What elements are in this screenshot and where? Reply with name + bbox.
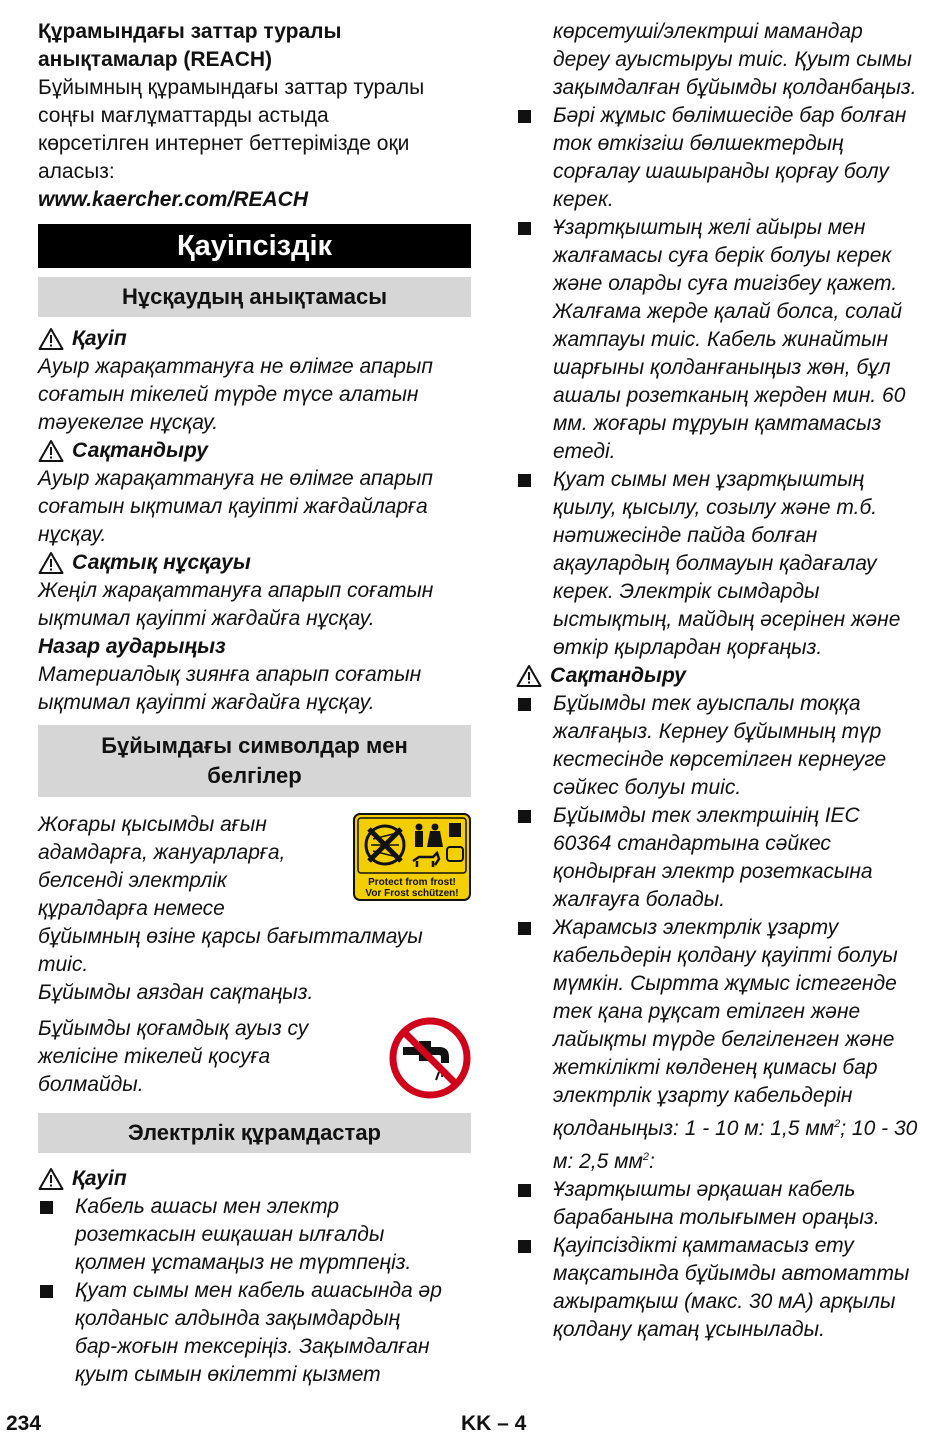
- danger-block: [38, 325, 471, 437]
- text-line: Кабель ашасы мен электр: [75, 1195, 340, 1218]
- symbol-jet-frost: [38, 811, 471, 923]
- notice-text: [38, 661, 471, 717]
- symbol-jet-text-continued: [38, 923, 471, 1007]
- bullet-text: [75, 1277, 442, 1389]
- notice-block: [38, 633, 471, 717]
- warning-block: [38, 437, 471, 549]
- text-line: Бұйымды аяздан сақтаңыз.: [38, 981, 314, 1004]
- text-line: Жеңіл жарақаттануға апарып соғатын: [38, 579, 434, 602]
- bullet-item: [516, 802, 946, 914]
- caution-label: Сақтық нұсқауы: [72, 551, 251, 574]
- bullet-text: [553, 1232, 909, 1344]
- section-marker: KK – 4: [461, 1412, 527, 1435]
- warning-triangle-icon: [38, 327, 64, 351]
- cable-spec-end: :: [649, 1150, 655, 1173]
- text-line: Қуат сымы мен кабель ашасында әр: [75, 1279, 442, 1302]
- right-column: [516, 18, 946, 1344]
- text-line: жалғамасы суға берік болуы керек: [553, 244, 892, 267]
- cable-spec-line-1: [553, 1110, 917, 1143]
- bullet-text: [553, 1176, 880, 1232]
- text-line: Ауыр жарақаттануға не өлімге апарып: [38, 355, 433, 378]
- warning-triangle-icon: [516, 664, 542, 688]
- hazard-levels-heading: Нұсқаудың анықтамасы: [38, 277, 471, 317]
- text-line: лайықты түрде белгіленген және: [553, 1028, 895, 1051]
- bullet-square-icon: [518, 922, 531, 935]
- sym1-label-2: Vor Frost schützen!: [365, 888, 459, 899]
- text-line: ықтимал қауіпті жағдайға нұсқау.: [38, 691, 375, 714]
- text-line: керек.: [553, 188, 614, 211]
- bullet-item: [516, 690, 946, 802]
- text-line: қуыт сымын өкілетті қызмет: [75, 1363, 381, 1386]
- danger-text: [38, 353, 471, 437]
- text-line: мақсатында бұйымды автоматты: [553, 1262, 910, 1285]
- electrical-danger-label: Қауіп: [72, 1167, 127, 1190]
- text-line: Бұйымды тек ауыспалы тоққа: [553, 692, 861, 715]
- caution-text: [38, 577, 471, 633]
- text-line: тиіс.: [38, 953, 89, 976]
- bullet-square-icon: [518, 1184, 531, 1197]
- cable-spec-sup1: 2: [834, 1118, 841, 1130]
- text-line: сәйкес болуы тиіс.: [553, 776, 742, 799]
- cable-spec-mid: ; 10 - 30: [840, 1117, 918, 1140]
- warning-triangle-icon: [38, 439, 64, 463]
- text-line: құралдарға немесе: [38, 897, 225, 920]
- text-line: және оларды суға тигізбеу қажет.: [553, 272, 898, 295]
- text-line: желісіне тікелей қосуға: [38, 1045, 271, 1068]
- reach-title: [38, 18, 471, 74]
- bullet-text: [553, 802, 873, 914]
- text-line: қолдану қатаң ұсынылады.: [553, 1318, 825, 1341]
- caution-heading: [38, 549, 471, 577]
- text-line: қолданыс алдында зақымдардың: [75, 1307, 401, 1330]
- bullet-item: [516, 214, 946, 466]
- warning-text: [38, 465, 471, 549]
- reach-body: [38, 74, 471, 186]
- text-line: барабанына толығымен ораңыз.: [553, 1206, 880, 1229]
- text-line: анықтамалар (REACH): [38, 48, 273, 71]
- bullet-item: [516, 1176, 946, 1232]
- bullet-item: [516, 914, 946, 1176]
- text-line: нәтижесінде пайда болған: [553, 524, 818, 547]
- text-line: Қуат сымы мен ұзартқыштың: [553, 468, 865, 491]
- bullet-item: [516, 1232, 946, 1344]
- bullet-square-icon: [40, 1285, 53, 1298]
- warning-heading: [38, 437, 471, 465]
- symbols-heading: [38, 725, 471, 797]
- caution-block: [38, 549, 471, 633]
- bullet-text: [553, 690, 886, 802]
- text-line: ыстықтың, майдың әсерінен және: [553, 608, 901, 631]
- warning-triangle-icon: [38, 551, 64, 575]
- text-line: керек. Электрік сымдарды: [553, 580, 820, 603]
- text-line: ашалы розетканың жерден мин. 60: [553, 384, 906, 407]
- bullet-square-icon: [518, 698, 531, 711]
- electrical-danger-heading: [38, 1165, 471, 1193]
- text-line: кестесінде көрсетілген кернеуге: [553, 748, 887, 771]
- text-line: сорғалау шашыранды қорғау болу: [553, 160, 889, 183]
- no-drinking-water-connection-icon: [389, 1017, 471, 1099]
- text-line: зақымдалған бұйымды қолданбаңыз.: [553, 76, 917, 99]
- bullet-item: [516, 466, 946, 662]
- text-line: ықтимал қауіпті жағдайға нұсқау.: [38, 607, 375, 630]
- electrical-bullets-right-b: [516, 690, 946, 1344]
- text-line: жалғаңыз. Кернеу бұйымның түр: [553, 720, 882, 743]
- text-line: дереу ауыстыруы тиіс. Қуыт сымы: [553, 48, 912, 71]
- no-jet-frost-warning-label-icon: [353, 813, 471, 901]
- text-line: Ауыр жарақаттануға не өлімге апарып: [38, 467, 433, 490]
- text-line: Қауіпсіздікті қамтамасыз ету: [553, 1234, 854, 1257]
- text-line: Материалдық зиянға апарып соғатын: [38, 663, 422, 686]
- danger-heading: [38, 325, 471, 353]
- text-line: тек қана рұқсат етілген және: [553, 1000, 861, 1023]
- text-line: өткір қырлардан қорғаңыз.: [553, 636, 823, 659]
- text-line: Құрамындағы заттар туралы: [38, 20, 342, 43]
- symbol-no-drinking-water: [38, 1015, 471, 1099]
- text-line: Бұйымды тек электршінің IEC: [553, 804, 860, 827]
- text-line: мүмкін. Сыртта жұмыс істегенде: [553, 972, 897, 995]
- bullet-square-icon: [518, 474, 531, 487]
- bullet-text: [553, 102, 906, 214]
- text-line: Бұйымның құрамындағы заттар туралы: [38, 76, 425, 99]
- text-line: 60364 стандартына сәйкес: [553, 832, 831, 855]
- text-line: мм. жоғары тұруын қамтамасыз: [553, 412, 882, 435]
- text-line: бұйымның өзіне қарсы бағытталмауы: [38, 925, 423, 948]
- text-line: ток өткізгіш бөлшектердың: [553, 132, 844, 155]
- bullet-item: [38, 1277, 471, 1389]
- electrical-bullets-left: [38, 1193, 471, 1389]
- text-line: қиылу, қысылу, созылу және т.б.: [553, 496, 878, 519]
- electrical-bullets-right-a: [516, 102, 946, 662]
- text-line: Жоғары қысымды ағын: [38, 813, 267, 836]
- text-line: тәуекелге нұсқау.: [38, 411, 219, 434]
- text-line: электрлік ұзарту кабельдерін: [553, 1084, 853, 1107]
- text-line: кабельдерін қолдану қауіпті болуы: [553, 944, 898, 967]
- page-number: 234: [6, 1412, 42, 1435]
- bullet-square-icon: [518, 1240, 531, 1253]
- electrical-warning-heading: [516, 662, 946, 690]
- warning-label: Сақтандыру: [72, 439, 208, 462]
- sym1-label-1: Protect from frost!: [368, 877, 456, 888]
- bullet-text: [75, 1193, 411, 1277]
- bullet-square-icon: [518, 810, 531, 823]
- left-column: [38, 18, 471, 1389]
- text-line: Ұзартқышты әрқашан кабель: [553, 1178, 856, 1201]
- text-line: көрсетуші/электрші мамандар: [553, 20, 863, 43]
- bullet-text: [553, 466, 900, 662]
- text-line: жеткілікті көлденең қимасы бар: [553, 1056, 878, 1079]
- text-line: қондырған электр розеткасына: [553, 860, 873, 883]
- electrical-warning-label: Сақтандыру: [550, 664, 686, 687]
- text-line: Бұйымды қоғамдық ауыз су: [38, 1017, 309, 1040]
- text-line: адамдарға, жануарларға,: [38, 841, 286, 864]
- notice-label: Назар аударыңыз: [38, 635, 226, 658]
- text-line: ажыратқыш (макс. 30 мА) арқылы: [553, 1290, 896, 1313]
- symbols-heading-line-2: белгілер: [207, 763, 302, 788]
- text-line: Жалғама жерде қалай болса, солай: [553, 300, 903, 323]
- cable-spec-tail: м: 2,5 мм: [553, 1150, 643, 1173]
- text-line: болмайды.: [38, 1073, 144, 1096]
- cable-spec-lead: қолданыңыз: 1 - 10 м: 1,5 мм: [553, 1117, 835, 1140]
- text-line: шарғыны қолданғаныңыз жөн, бұл: [553, 356, 891, 379]
- bullet-text: [553, 214, 905, 466]
- reach-url[interactable]: www.kaercher.com/REACH: [38, 188, 308, 211]
- cable-spec-sup2: 2: [642, 1151, 650, 1163]
- text-line: жалғауға болады.: [553, 888, 726, 911]
- symbols-heading-line-1: Бұйымдағы символдар мен: [101, 733, 408, 758]
- electrical-heading: Электрлік құрамдастар: [38, 1113, 471, 1153]
- text-line: бар-жоғын тексеріңіз. Зақымдалған: [75, 1335, 430, 1358]
- bullet-text: [553, 914, 917, 1176]
- bullet-square-icon: [518, 222, 531, 235]
- bullet-square-icon: [40, 1201, 53, 1214]
- text-line: Ұзартқыштың желі айыры мен: [553, 216, 866, 239]
- warning-triangle-icon: [38, 1167, 64, 1191]
- text-line: Бәрі жұмыс бөлімшесіде бар болған: [553, 104, 907, 127]
- safety-banner: Қауіпсіздік: [38, 224, 471, 268]
- text-line: Жарамсыз электрлік ұзарту: [553, 916, 839, 939]
- text-line: ақаулардың болмауын қадағалау: [553, 552, 877, 575]
- danger-label: Қауіп: [72, 327, 127, 350]
- bullet-item: [38, 1193, 471, 1277]
- continuation-text: [516, 18, 946, 102]
- text-line: соғатын ықтимал қауіпті жағдайларға: [38, 495, 428, 518]
- text-line: аласыз:: [38, 160, 115, 183]
- bullet-square-icon: [518, 110, 531, 123]
- text-line: жатпауы тиіс. Кабель жинайтын: [553, 328, 889, 351]
- cable-spec-line-2: [553, 1143, 917, 1176]
- text-line: қолмен ұстамаңыз не түртпеңіз.: [75, 1251, 412, 1274]
- text-line: етеді.: [553, 440, 616, 463]
- text-line: розеткасын ешқашан ылғалды: [75, 1223, 385, 1246]
- text-line: соғатын тікелей түрде түсе алатын: [38, 383, 419, 406]
- text-line: көрсетілген интернет беттерімізде оқи: [38, 132, 410, 155]
- text-line: нұсқау.: [38, 523, 107, 546]
- text-line: соңғы мағлұматтарды астыда: [38, 104, 329, 127]
- bullet-item: [516, 102, 946, 214]
- text-line: белсенді электрлік: [38, 869, 227, 892]
